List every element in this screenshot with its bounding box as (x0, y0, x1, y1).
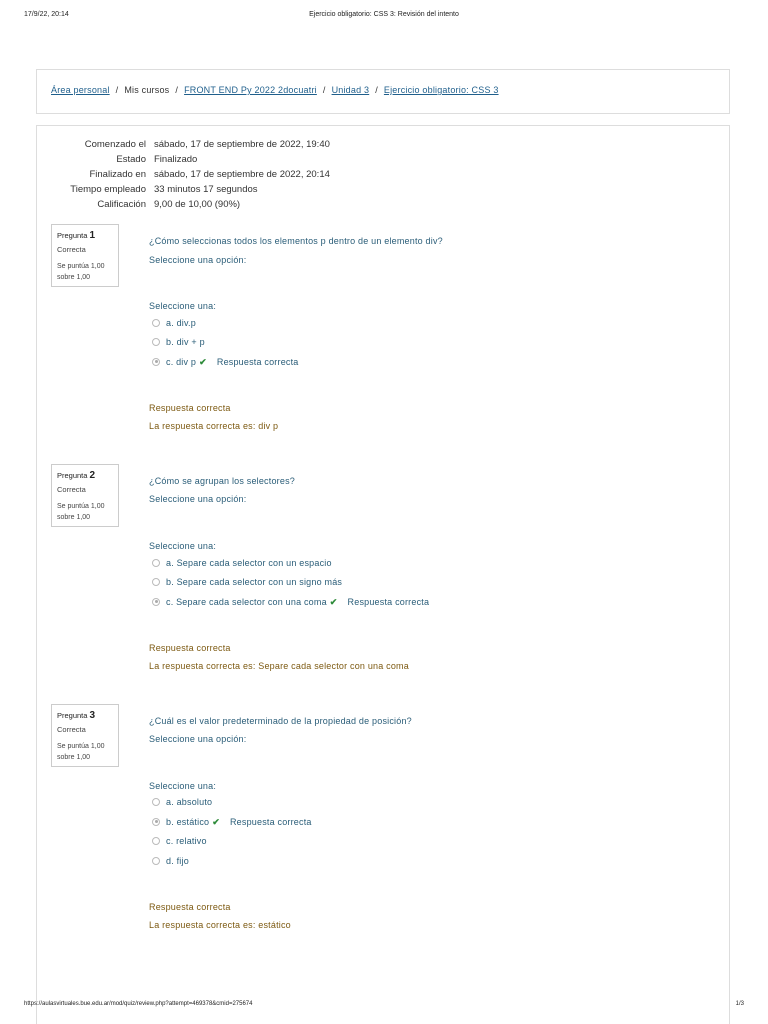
radio-button[interactable] (152, 578, 160, 586)
summary-value: 9,00 de 10,00 (90%) (154, 199, 241, 210)
feedback-text: Respuesta correcta (149, 403, 231, 413)
answer-option-selected[interactable]: c. Separe cada selector con una coma ✔ Respuesta correcta (152, 597, 429, 609)
select-label: Seleccione una: (149, 781, 217, 791)
check-icon: ✔ (212, 817, 220, 827)
radio-button[interactable] (152, 559, 160, 567)
feedback-text: Respuesta correcta (149, 643, 231, 653)
summary-value: Finalizado (154, 154, 198, 165)
selected-feedback: Respuesta correcta (216, 357, 299, 367)
summary-value: sábado, 17 de septiembre de 2022, 20:14 (154, 169, 330, 180)
question-hint: Seleccione una opción: (149, 734, 247, 744)
select-label: Seleccione una: (149, 301, 217, 311)
summary-label: Tiempo empleado (70, 184, 146, 195)
answer-option[interactable]: a. div.p (152, 318, 196, 330)
answer-option[interactable]: a. Separe cada selector con un espacio (152, 558, 332, 570)
print-url: https://aulasvirtuales.bue.edu.ar/mod/quiz/review.php?attempt=469378&cmid=275674 (24, 1001, 253, 1007)
breadcrumb-exercise-link[interactable]: Ejercicio obligatorio: CSS 3 (383, 85, 499, 95)
breadcrumb-unit-link[interactable]: Unidad 3 (331, 85, 370, 95)
summary-value: sábado, 17 de septiembre de 2022, 19:40 (154, 139, 330, 150)
selected-feedback: Respuesta correcta (347, 597, 430, 607)
radio-button[interactable] (152, 338, 160, 346)
radio-button[interactable] (152, 857, 160, 865)
question-state: Correcta (57, 725, 86, 734)
answer-option[interactable]: a. absoluto (152, 797, 212, 809)
question-text: ¿Cómo se agrupan los selectores? (149, 476, 295, 486)
right-answer-text: La respuesta correcta es: Separe cada selector con una coma (149, 661, 409, 671)
summary-label: Comenzado el (84, 139, 146, 150)
check-icon: ✔ (199, 357, 207, 367)
question-label: Pregunta (57, 471, 88, 480)
print-title: Ejercicio obligatorio: CSS 3: Revisión del intento (309, 11, 459, 18)
question-info-box (51, 224, 119, 287)
radio-button-selected[interactable] (152, 818, 160, 826)
summary-label: Finalizado en (89, 169, 146, 180)
question-info-box (51, 464, 119, 527)
answer-option[interactable]: d. fijo (152, 856, 189, 868)
answer-option[interactable]: b. Separe cada selector con un signo más (152, 577, 342, 589)
print-page-number: 1/3 (735, 1001, 744, 1007)
question-info-box (51, 704, 119, 767)
summary-label: Estado (116, 154, 146, 165)
print-datetime: 17/9/22, 20:14 (24, 11, 69, 18)
question-points-total: sobre 1,00 (57, 754, 91, 761)
question-state: Correcta (57, 245, 86, 254)
breadcrumb-course-link[interactable]: FRONT END Py 2022 2docuatri (184, 85, 317, 95)
check-icon: ✔ (329, 597, 338, 607)
quiz-review-panel (36, 125, 730, 1024)
radio-button[interactable] (152, 798, 160, 806)
question-number: 1 (89, 230, 96, 241)
question-text: ¿Cómo seleccionas todos los elementos p dentro de un elemento div? (149, 236, 443, 246)
breadcrumb-personal-link[interactable]: Área personal (51, 85, 110, 95)
right-answer-text: La respuesta correcta es: div p (149, 421, 279, 431)
question-number: 3 (89, 710, 96, 721)
question-hint: Seleccione una opción: (149, 255, 247, 265)
feedback-text: Respuesta correcta (149, 902, 231, 912)
right-answer-text: La respuesta correcta es: estático (149, 920, 291, 930)
question-hint: Seleccione una opción: (149, 494, 247, 504)
question-points-total: sobre 1,00 (57, 514, 91, 521)
question-points-total: sobre 1,00 (57, 274, 91, 281)
radio-button[interactable] (152, 837, 160, 845)
summary-label: Calificación (97, 199, 146, 210)
breadcrumb-courses: Mis cursos (124, 85, 170, 95)
radio-button-selected[interactable] (152, 358, 160, 366)
answer-option[interactable]: b. div + p (152, 337, 205, 349)
summary-value: 33 minutos 17 segundos (154, 184, 258, 195)
answer-option-selected[interactable]: c. div p ✔ Respuesta correcta (152, 357, 299, 369)
radio-button-selected[interactable] (152, 598, 160, 606)
answer-option-selected[interactable]: b. estático ✔ Respuesta correcta (152, 817, 312, 829)
question-points: Se puntúa 1,00 (57, 743, 105, 750)
answer-option[interactable]: c. relativo (152, 836, 207, 848)
selected-feedback: Respuesta correcta (229, 817, 312, 827)
question-label: Pregunta (57, 711, 88, 720)
question-label: Pregunta (57, 231, 88, 240)
question-state: Correcta (57, 485, 86, 494)
breadcrumb: Área personal / Mis cursos / FRONT END Py 2022 2docuatri / Unidad 3 / Ejercicio obligatorio: CSS 3 (36, 69, 730, 114)
question-points: Se puntúa 1,00 (57, 263, 105, 270)
question-points: Se puntúa 1,00 (57, 503, 105, 510)
select-label: Seleccione una: (149, 541, 217, 551)
radio-button[interactable] (152, 319, 160, 327)
question-text: ¿Cuál es el valor predeterminado de la propiedad de posición? (149, 716, 412, 726)
question-number: 2 (89, 470, 96, 481)
